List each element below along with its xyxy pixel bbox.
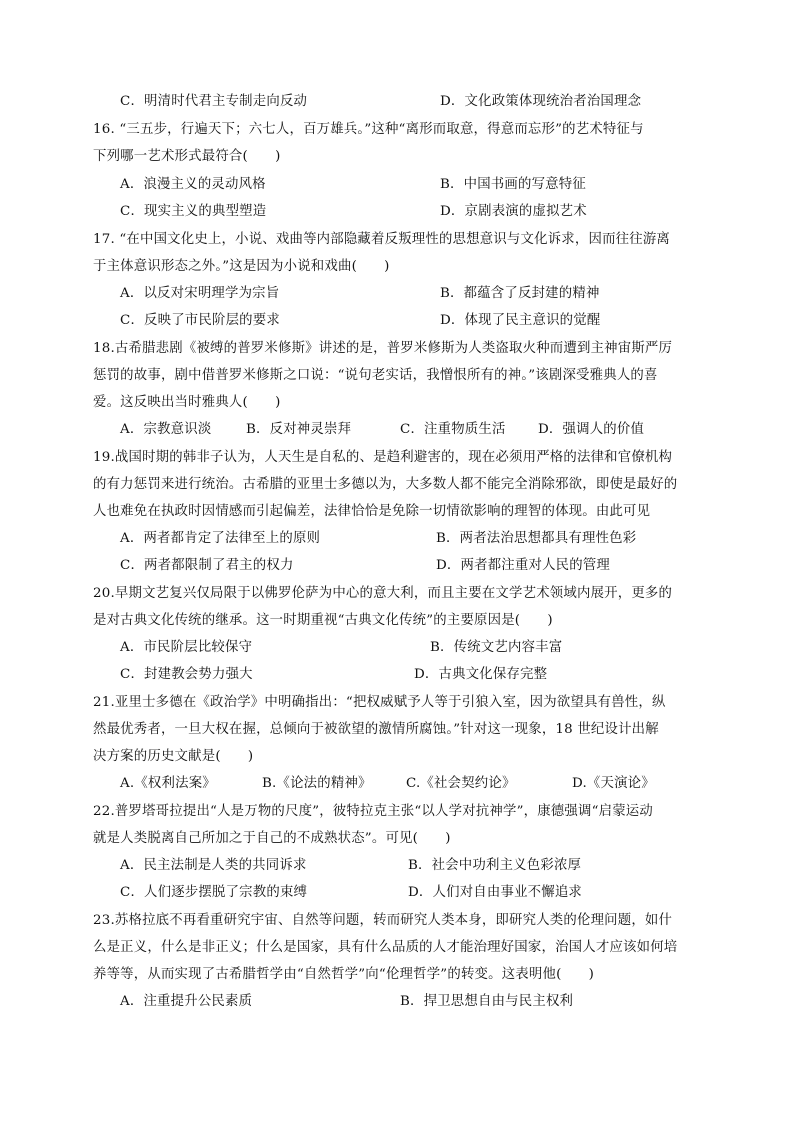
q19-option-c: C．两者都限制了君主的权力 bbox=[120, 558, 294, 573]
q21-option-b: B.《论法的精神》 bbox=[262, 776, 372, 791]
q20-stem-line2: 是对古典文化传统的继承。这一时期重视“古典文化传统”的主要原因是( ) bbox=[93, 613, 553, 628]
q21-option-d: D.《天演论》 bbox=[572, 776, 655, 791]
q18-option-d: D．强调人的价值 bbox=[538, 422, 645, 437]
q22-option-b: B．社会中功利主义色彩浓厚 bbox=[408, 858, 582, 873]
q23-stem-line2: 么是正义，什么是非正义；什么是国家，具有什么品质的人才能治理好国家，治国人才应该如何培 bbox=[93, 940, 678, 955]
q18-stem-line3: 爱。这反映出当时雅典人( ) bbox=[93, 395, 281, 410]
q16-stem-line2: 下列哪一艺术形式最符合( ) bbox=[93, 149, 281, 164]
q16-option-a: A．浪漫主义的灵动风格 bbox=[120, 177, 266, 192]
q16-stem-line1: 16. “三五步，行遍天下；六七人，百万雄兵。”这种“离形而取意，得意而忘形”的艺术特征与 bbox=[93, 122, 644, 137]
q22-option-c: C．人们逐步摆脱了宗教的束缚 bbox=[120, 885, 308, 900]
q16-option-d: D．京剧表演的虚拟艺术 bbox=[440, 204, 587, 219]
q23-option-b: B．捍卫思想自由与民主权利 bbox=[400, 994, 574, 1009]
q21-option-c: C.《社会契约论》 bbox=[406, 776, 516, 791]
q18-stem-line1: 18.古希腊悲剧《被缚的普罗米修斯》讲述的是，普罗米修斯为人类盗取火种而遭到主神宙斯严厉 bbox=[93, 341, 673, 356]
q16-option-c: C．现实主义的典型塑造 bbox=[120, 204, 267, 219]
q22-option-a: A．民主法制是人类的共同诉求 bbox=[120, 858, 307, 873]
q18-option-c: C．注重物质生活 bbox=[400, 422, 506, 437]
q20-option-c: C．封建教会势力强大 bbox=[120, 667, 253, 682]
q17-stem-line2: 于主体意识形态之外。”这是因为小说和戏曲( ) bbox=[93, 259, 390, 274]
q20-option-b: B．传统文艺内容丰富 bbox=[430, 640, 563, 655]
q17-option-a: A．以反对宋明理学为宗旨 bbox=[120, 286, 280, 301]
q23-stem-line3: 养等等，从而实现了古希腊哲学由“自然哲学”向“伦理哲学”的转变。这表明他( ) bbox=[93, 967, 595, 982]
q19-option-d: D．两者都注重对人民的管理 bbox=[436, 558, 611, 573]
q15-option-d: D．文化政策体现统治者治国理念 bbox=[440, 94, 642, 109]
q20-stem-line1: 20.早期文艺复兴仅局限于以佛罗伦萨为中心的意大利，而且主要在文学艺术领域内展开，更多的 bbox=[93, 586, 673, 601]
q22-stem-line2: 就是人类脱离自己所加之于自己的不成熟状态”。可见( ) bbox=[93, 831, 451, 846]
q20-option-a: A．市民阶层比较保守 bbox=[120, 640, 253, 655]
q17-option-d: D．体现了民主意识的觉醒 bbox=[440, 313, 601, 328]
q15-option-c: C．明清时代君主专制走向反动 bbox=[120, 94, 308, 109]
q21-stem-line3: 决方案的历史文献是( ) bbox=[93, 749, 254, 764]
q22-stem-line1: 22.普罗塔哥拉提出“人是万物的尺度”，彼特拉克主张“以人学对抗神学”，康德强调“启蒙运动 bbox=[93, 804, 653, 819]
q19-option-a: A．两者都肯定了法律至上的原则 bbox=[120, 531, 321, 546]
q18-option-b: B．反对神灵崇拜 bbox=[246, 422, 352, 437]
q17-option-b: B．都蕴含了反封建的精神 bbox=[440, 286, 600, 301]
q17-option-c: C．反映了市民阶层的要求 bbox=[120, 313, 280, 328]
q19-option-b: B．两者法治思想都具有理性色彩 bbox=[436, 531, 637, 546]
q19-stem-line2: 的有力惩罚来进行统治。古希腊的亚里士多德以为，大多数人都不能完全消除邪欲，即使是最好的 bbox=[93, 477, 678, 492]
q16-option-b: B．中国书画的写意特征 bbox=[440, 177, 586, 192]
q20-option-d: D．古典文化保存完整 bbox=[414, 667, 548, 682]
q19-stem-line1: 19.战国时期的韩非子认为，人天生是自私的、是趋利避害的，现在必须用严格的法律和官僚机构 bbox=[93, 450, 673, 465]
q21-option-a: A.《权利法案》 bbox=[120, 776, 216, 791]
q23-stem-line1: 23.苏格拉底不再看重研究宇宙、自然等问题，转而研究人类本身，即研究人类的伦理问题，如什 bbox=[93, 913, 673, 928]
q23-option-a: A．注重提升公民素质 bbox=[120, 994, 253, 1009]
q22-option-d: D．人们对自由事业不懈追求 bbox=[408, 885, 583, 900]
q18-option-a: A．宗教意识淡 bbox=[120, 422, 212, 437]
q19-stem-line3: 人也难免在执政时因情感而引起偏差，法律恰恰是免除一切情欲影响的理智的体现。由此可见 bbox=[93, 504, 651, 519]
q21-stem-line2: 然最优秀者，一旦大权在握，总倾向于被欲望的激情所腐蚀。”针对这一现象，18 世纪设计出解 bbox=[93, 722, 659, 737]
q21-stem-line1: 21.亚里士多德在《政治学》中明确指出：“把权威赋予人等于引狼入室，因为欲望具有兽性，纵 bbox=[93, 695, 666, 710]
q17-stem-line1: 17. “在中国文化史上，小说、戏曲等内部隐藏着反叛理性的思想意识与文化诉求，因而往往游离 bbox=[93, 232, 671, 247]
q18-stem-line2: 惩罚的故事，剧中借普罗米修斯之口说：“说句老实话，我憎恨所有的神。”该剧深受雅典人的喜 bbox=[93, 368, 658, 383]
